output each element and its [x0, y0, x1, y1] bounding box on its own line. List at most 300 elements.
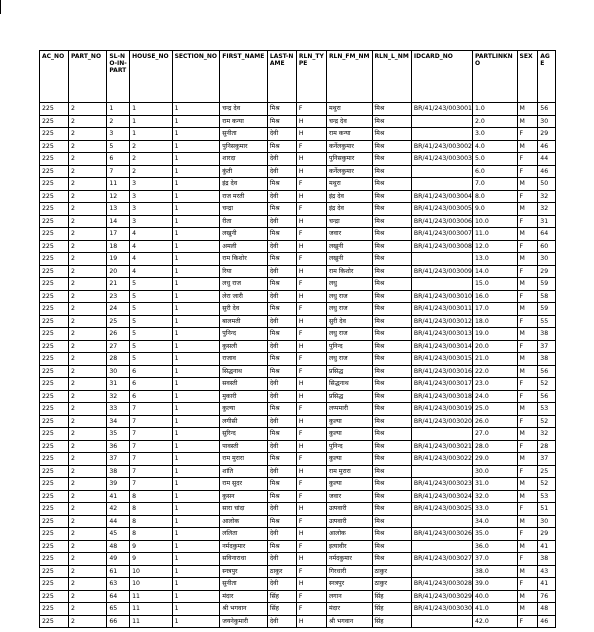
- table-cell: राम किशोर: [220, 253, 268, 266]
- table-cell: 1: [130, 128, 172, 141]
- table-cell: 1: [172, 478, 220, 491]
- table-cell: इंद्र देव: [326, 203, 372, 216]
- table-cell: 225: [40, 128, 69, 141]
- table-cell: F: [296, 603, 326, 616]
- table-cell: 2: [69, 140, 107, 153]
- table-cell: M: [517, 365, 538, 378]
- table-cell: BR/41/243/003001: [411, 103, 472, 116]
- table-cell: 2: [69, 128, 107, 141]
- table-cell: पुनिसकुमार: [326, 153, 372, 166]
- table-cell: [411, 515, 472, 528]
- table-cell: 1: [172, 315, 220, 328]
- table-row: [40, 615, 556, 628]
- table-cell: लगान: [326, 590, 372, 603]
- table-cell: 2: [69, 378, 107, 391]
- table-cell: 7: [130, 478, 172, 491]
- table-cell: 2: [69, 240, 107, 253]
- table-cell: 2: [69, 340, 107, 353]
- table-cell: देवी: [267, 265, 296, 278]
- table-cell: F: [296, 590, 326, 603]
- table-cell: F: [296, 403, 326, 416]
- table-cell: 225: [40, 578, 69, 591]
- table-cell: F: [296, 228, 326, 241]
- table-cell: 1: [172, 553, 220, 566]
- table-cell: सविनाराधा: [220, 553, 268, 566]
- table-cell: BR/41/243/003019: [411, 403, 472, 416]
- table-cell: मिश्र: [267, 453, 296, 466]
- table-cell: लधु: [326, 278, 372, 291]
- table-cell: 1: [172, 503, 220, 516]
- table-cell: H: [296, 390, 326, 403]
- table-cell: 1: [172, 140, 220, 153]
- table-cell: M: [517, 203, 538, 216]
- table-cell: मिश्र: [267, 478, 296, 491]
- table-cell: 1: [130, 103, 172, 116]
- table-cell: 225: [40, 165, 69, 178]
- table-cell: इत्यावीर: [326, 540, 372, 553]
- table-row: [40, 228, 556, 241]
- table-cell: 41: [538, 578, 556, 591]
- table-cell: 225: [40, 603, 69, 616]
- table-cell: 41.0: [473, 603, 518, 616]
- table-cell: 225: [40, 503, 69, 516]
- table-cell: F: [296, 253, 326, 266]
- table-cell: 2: [69, 165, 107, 178]
- table-cell: M: [517, 515, 538, 528]
- table-cell: जवार: [326, 228, 372, 241]
- table-cell: F: [517, 440, 538, 453]
- table-cell: 1: [172, 178, 220, 191]
- table-cell: 2: [69, 553, 107, 566]
- table-cell: उत्पवारी: [326, 515, 372, 528]
- table-cell: मिश्र: [372, 503, 411, 516]
- table-cell: [411, 115, 472, 128]
- table-cell: 225: [40, 403, 69, 416]
- table-cell: लधु राज: [326, 303, 372, 316]
- table-cell: 1: [172, 490, 220, 503]
- table-row: [40, 603, 556, 616]
- table-cell: नर्मदकुमार: [326, 553, 372, 566]
- table-cell: 25: [107, 315, 130, 328]
- table-cell: H: [296, 315, 326, 328]
- table-cell: पुनिन्द: [326, 440, 372, 453]
- table-row: [40, 315, 556, 328]
- table-cell: 2: [69, 615, 107, 628]
- table-cell: M: [517, 403, 538, 416]
- table-cell: 1: [172, 278, 220, 291]
- table-cell: सुनीता: [220, 128, 268, 141]
- table-cell: 3: [107, 128, 130, 141]
- table-row: [40, 103, 556, 116]
- table-cell: 2: [69, 440, 107, 453]
- table-cell: गिरधारी: [326, 565, 372, 578]
- table-cell: 225: [40, 253, 69, 266]
- table-cell: 7: [107, 165, 130, 178]
- table-cell: 41: [538, 540, 556, 553]
- table-cell: देवी: [267, 390, 296, 403]
- table-cell: 225: [40, 490, 69, 503]
- table-cell: 225: [40, 590, 69, 603]
- table-cell: 24: [107, 303, 130, 316]
- table-cell: 6: [130, 365, 172, 378]
- table-cell: BR/41/243/003030: [411, 603, 472, 616]
- table-cell: F: [296, 453, 326, 466]
- table-cell: 1: [172, 528, 220, 541]
- table-cell: 1: [172, 103, 220, 116]
- table-cell: मिश्र: [267, 328, 296, 341]
- table-cell: 11: [107, 178, 130, 191]
- table-cell: 1: [172, 265, 220, 278]
- table-cell: [411, 253, 472, 266]
- table-cell: मिश्र: [372, 440, 411, 453]
- table-cell: राम मुरारा: [326, 465, 372, 478]
- column-header: SEX: [517, 51, 538, 103]
- table-cell: BR/41/243/003010: [411, 290, 472, 303]
- table-cell: F: [517, 378, 538, 391]
- table-cell: 6: [130, 390, 172, 403]
- table-cell: 225: [40, 565, 69, 578]
- table-cell: M: [517, 540, 538, 553]
- table-cell: लगीसी: [220, 415, 268, 428]
- table-cell: 34.0: [473, 515, 518, 528]
- table-cell: F: [517, 290, 538, 303]
- table-cell: मिश्र: [372, 128, 411, 141]
- table-cell: मिश्र: [267, 253, 296, 266]
- table-row: [40, 503, 556, 516]
- table-cell: लखुनी: [326, 253, 372, 266]
- table-cell: F: [296, 565, 326, 578]
- table-row: [40, 215, 556, 228]
- table-cell: BR/41/243/003004: [411, 190, 472, 203]
- table-cell: 37.0: [473, 553, 518, 566]
- table-row: [40, 490, 556, 503]
- table-cell: 17: [107, 228, 130, 241]
- table-cell: 1: [172, 153, 220, 166]
- table-cell: 29: [538, 128, 556, 141]
- table-cell: 225: [40, 415, 69, 428]
- table-cell: 2: [69, 278, 107, 291]
- table-cell: लखुनी: [326, 240, 372, 253]
- table-cell: 4.0: [473, 140, 518, 153]
- table-cell: मिश्र: [372, 115, 411, 128]
- table-cell: F: [517, 165, 538, 178]
- table-cell: पुनिन्द: [220, 328, 268, 341]
- table-cell: 32.0: [473, 490, 518, 503]
- table-header-row: [40, 51, 556, 103]
- table-cell: BR/41/243/003017: [411, 378, 472, 391]
- table-cell: सिंह: [267, 603, 296, 616]
- table-cell: 44: [538, 153, 556, 166]
- table-cell: राज मरती: [220, 190, 268, 203]
- table-cell: मिश्र: [372, 528, 411, 541]
- table-cell: 225: [40, 178, 69, 191]
- column-header: SECTION_NO: [172, 51, 220, 103]
- table-cell: सिंह: [372, 603, 411, 616]
- table-cell: 23.0: [473, 378, 518, 391]
- table-cell: 225: [40, 278, 69, 291]
- table-cell: F: [517, 415, 538, 428]
- table-cell: लधु राज: [326, 290, 372, 303]
- table-cell: BR/41/243/003021: [411, 440, 472, 453]
- table-cell: 46: [538, 165, 556, 178]
- table-cell: BR/41/243/003012: [411, 315, 472, 328]
- table-cell: 2: [69, 603, 107, 616]
- table-cell: 5: [130, 315, 172, 328]
- table-cell: देवी: [267, 190, 296, 203]
- table-cell: 3: [130, 190, 172, 203]
- table-cell: 52: [538, 415, 556, 428]
- table-row: [40, 540, 556, 553]
- table-cell: मिश्र: [372, 315, 411, 328]
- table-cell: M: [517, 453, 538, 466]
- table-cell: 28: [538, 440, 556, 453]
- table-cell: 1: [172, 365, 220, 378]
- table-cell: 225: [40, 378, 69, 391]
- table-cell: 1: [172, 428, 220, 441]
- table-cell: राजाव: [220, 353, 268, 366]
- table-cell: 225: [40, 328, 69, 341]
- table-cell: [411, 165, 472, 178]
- table-cell: H: [296, 578, 326, 591]
- table-cell: [411, 278, 472, 291]
- table-cell: कर्नेलकुमार: [326, 165, 372, 178]
- table-cell: 225: [40, 265, 69, 278]
- table-cell: सुनीता: [220, 578, 268, 591]
- table-cell: 15.0: [473, 278, 518, 291]
- table-cell: 225: [40, 478, 69, 491]
- table-cell: 27: [107, 340, 130, 353]
- table-cell: 30.0: [473, 465, 518, 478]
- table-cell: 225: [40, 365, 69, 378]
- table-row: [40, 390, 556, 403]
- table-cell: मिश्र: [372, 165, 411, 178]
- column-header: AC_NO: [40, 51, 69, 103]
- table-cell: 5: [130, 328, 172, 341]
- table-cell: 1: [172, 540, 220, 553]
- table-cell: 38: [538, 553, 556, 566]
- table-row: [40, 153, 556, 166]
- table-cell: 50: [538, 178, 556, 191]
- table-row: [40, 365, 556, 378]
- table-cell: 2: [69, 503, 107, 516]
- table-cell: H: [296, 553, 326, 566]
- table-cell: 2: [69, 115, 107, 128]
- table-cell: 18.0: [473, 315, 518, 328]
- table-cell: मिश्र: [267, 140, 296, 153]
- table-cell: मिश्र: [372, 353, 411, 366]
- table-cell: 37: [538, 453, 556, 466]
- table-cell: मिश्र: [372, 240, 411, 253]
- table-cell: 41: [107, 490, 130, 503]
- column-header: FIRST_NAME: [220, 51, 268, 103]
- table-cell: 5: [130, 353, 172, 366]
- table-cell: 225: [40, 515, 69, 528]
- table-cell: H: [296, 215, 326, 228]
- table-cell: 7: [130, 428, 172, 441]
- table-cell: BR/41/243/003011: [411, 303, 472, 316]
- table-cell: 52: [538, 478, 556, 491]
- table-cell: F: [296, 140, 326, 153]
- table-cell: देवी: [267, 465, 296, 478]
- table-row: [40, 165, 556, 178]
- table-cell: राम मुरारा: [220, 453, 268, 466]
- table-cell: मिश्र: [267, 228, 296, 241]
- table-cell: 2: [69, 390, 107, 403]
- table-cell: 225: [40, 215, 69, 228]
- table-cell: BR/41/243/003015: [411, 353, 472, 366]
- table-cell: 2: [69, 215, 107, 228]
- table-cell: 7.0: [473, 178, 518, 191]
- table-cell: F: [517, 265, 538, 278]
- table-cell: कुल्या: [326, 428, 372, 441]
- table-cell: M: [517, 478, 538, 491]
- table-cell: 225: [40, 440, 69, 453]
- table-row: [40, 465, 556, 478]
- table-cell: श्री भगवान: [326, 615, 372, 628]
- table-cell: 66: [107, 615, 130, 628]
- table-cell: H: [296, 128, 326, 141]
- table-cell: 56: [538, 390, 556, 403]
- table-cell: M: [517, 253, 538, 266]
- table-cell: मिश्र: [372, 303, 411, 316]
- column-header: RLN_TYPE: [296, 51, 326, 103]
- table-cell: F: [296, 303, 326, 316]
- table-cell: मिश्र: [372, 478, 411, 491]
- table-cell: 60: [538, 240, 556, 253]
- table-cell: मिश्र: [267, 178, 296, 191]
- table-cell: 2.0: [473, 115, 518, 128]
- table-cell: आलोक: [220, 515, 268, 528]
- table-cell: 25: [538, 465, 556, 478]
- table-cell: 13.0: [473, 253, 518, 266]
- table-cell: 9: [130, 540, 172, 553]
- table-cell: 14.0: [473, 265, 518, 278]
- table-cell: 2: [69, 415, 107, 428]
- table-cell: 225: [40, 453, 69, 466]
- table-row: [40, 378, 556, 391]
- table-cell: 225: [40, 190, 69, 203]
- table-cell: 2: [130, 165, 172, 178]
- table-cell: 1: [172, 615, 220, 628]
- table-cell: H: [296, 440, 326, 453]
- table-cell: 1: [130, 115, 172, 128]
- table-cell: 8: [130, 490, 172, 503]
- table-cell: 3: [130, 215, 172, 228]
- table-cell: 2: [69, 540, 107, 553]
- table-cell: BR/41/243/003005: [411, 203, 472, 216]
- table-row: [40, 515, 556, 528]
- table-cell: मिश्र: [372, 415, 411, 428]
- table-cell: देवी: [267, 615, 296, 628]
- table-cell: 225: [40, 115, 69, 128]
- table-cell: स्नत्रपुर: [220, 565, 268, 578]
- table-cell: 10.0: [473, 215, 518, 228]
- table-cell: कुसली: [220, 340, 268, 353]
- table-cell: 2: [107, 115, 130, 128]
- table-cell: [411, 178, 472, 191]
- table-cell: F: [517, 340, 538, 353]
- table-cell: मिश्र: [372, 390, 411, 403]
- column-header: IDCARD_NO: [411, 51, 472, 103]
- table-cell: मिश्र: [372, 465, 411, 478]
- table-cell: सिद्धनाथ: [220, 365, 268, 378]
- table-cell: 5: [130, 340, 172, 353]
- table-cell: 12.0: [473, 240, 518, 253]
- table-cell: 2: [69, 478, 107, 491]
- table-cell: मिश्र: [267, 403, 296, 416]
- table-cell: F: [296, 203, 326, 216]
- table-cell: 1.0: [473, 103, 518, 116]
- table-cell: 51: [538, 503, 556, 516]
- table-cell: F: [296, 178, 326, 191]
- table-cell: [411, 615, 472, 628]
- table-cell: 225: [40, 553, 69, 566]
- table-cell: नर्मदकुमार: [220, 540, 268, 553]
- table-cell: 53: [538, 403, 556, 416]
- table-cell: M: [517, 278, 538, 291]
- table-cell: BR/41/243/003025: [411, 503, 472, 516]
- table-cell: 38: [538, 328, 556, 341]
- table-cell: कर्नेलकुमार: [326, 140, 372, 153]
- table-cell: सिंह: [372, 590, 411, 603]
- table-cell: 1: [172, 565, 220, 578]
- page-edge-line: [0, 0, 1, 14]
- table-cell: F: [517, 315, 538, 328]
- table-cell: F: [517, 553, 538, 566]
- table-cell: F: [296, 353, 326, 366]
- table-cell: देवी: [267, 578, 296, 591]
- table-cell: मिश्र: [267, 540, 296, 553]
- table-cell: मुकारी: [220, 390, 268, 403]
- table-cell: BR/41/243/003009: [411, 265, 472, 278]
- table-cell: 2: [69, 265, 107, 278]
- table-cell: 28: [107, 353, 130, 366]
- table-cell: H: [296, 415, 326, 428]
- table-cell: जयनेकुमारी: [220, 615, 268, 628]
- table-cell: H: [296, 240, 326, 253]
- table-cell: कुल्या: [326, 415, 372, 428]
- table-cell: F: [517, 128, 538, 141]
- table-cell: देवी: [267, 378, 296, 391]
- table-cell: ललिता: [220, 528, 268, 541]
- table-cell: 12: [107, 190, 130, 203]
- column-header: RLN_FM_NM: [326, 51, 372, 103]
- table-cell: प्रसिद्ध: [326, 390, 372, 403]
- table-cell: F: [296, 278, 326, 291]
- table-cell: H: [296, 265, 326, 278]
- table-cell: [411, 465, 472, 478]
- table-cell: मिश्र: [372, 190, 411, 203]
- table-cell: 49: [107, 553, 130, 566]
- table-cell: 1: [172, 290, 220, 303]
- table-cell: 53: [538, 490, 556, 503]
- table-cell: चन्द्र देव: [326, 115, 372, 128]
- table-cell: M: [517, 228, 538, 241]
- table-cell: सिंह: [372, 615, 411, 628]
- table-cell: M: [517, 428, 538, 441]
- table-cell: 3: [130, 203, 172, 216]
- table-cell: 225: [40, 203, 69, 216]
- table-cell: F: [517, 528, 538, 541]
- table-cell: 56: [538, 103, 556, 116]
- table-cell: [411, 428, 472, 441]
- table-row: [40, 278, 556, 291]
- table-cell: इंद्र देव: [220, 178, 268, 191]
- table-cell: मिश्र: [372, 178, 411, 191]
- table-cell: 2: [69, 590, 107, 603]
- table-cell: 4: [130, 265, 172, 278]
- table-cell: 2: [69, 178, 107, 191]
